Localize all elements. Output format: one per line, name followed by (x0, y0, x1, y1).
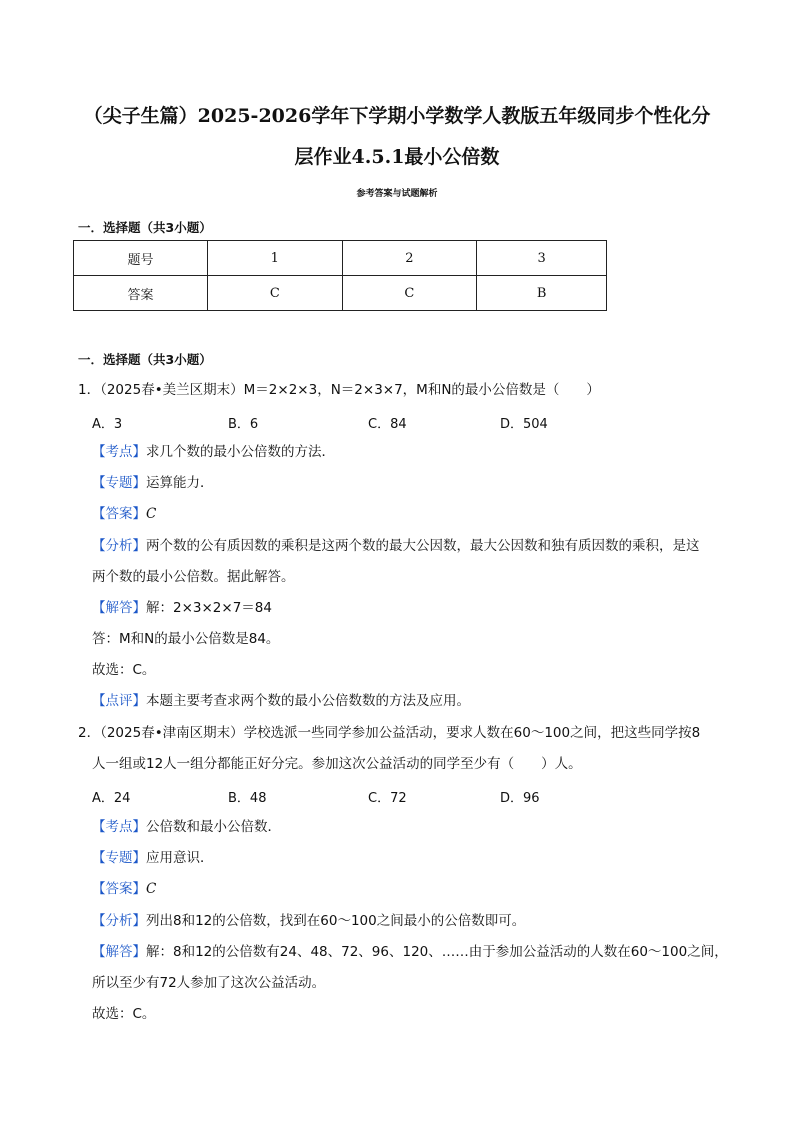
q2-zhuanti-text: 应用意识． (146, 850, 214, 866)
table-cell: C (208, 276, 343, 311)
table-answer-label: 答案 (74, 276, 208, 311)
q2-option-c: C．72 (368, 791, 407, 806)
q2-kaodian (92, 817, 281, 837)
doc-title-line2: 层作业4.5.1最小公倍数 (294, 146, 500, 168)
q1-guxuan: 故选：C。 (92, 662, 156, 678)
table-cell: B (477, 276, 607, 311)
q2-jieda-cont: 所以至少有72人参加了这次公益活动。 (92, 975, 326, 991)
q2-option-a: A．24 (92, 791, 131, 806)
table-cell: 2 (342, 241, 477, 276)
q2-stem-cont: 人一组或12人一组分都能正好分完。参加这次公益活动的同学至少有（ ）人。 (92, 756, 582, 772)
q2-jieda-text: 解：8和12的公倍数有24、48、72、96、120、……由于参加公益活动的人数在60～100之间， (146, 944, 728, 960)
q1-option-c: C．84 (368, 417, 407, 432)
q1-stem: 1．（2025春•美兰区期末）M＝2×2×3，N＝2×3×7，M和N的最小公倍数是（ ） (78, 382, 600, 398)
q1-option-b: B．6 (228, 417, 259, 432)
tag-label: 【分析】 (92, 538, 146, 554)
q1-jieda-answer: 答：M和N的最小公倍数是84。 (92, 631, 280, 647)
q2-option-b: B．48 (228, 791, 267, 806)
answer-table (73, 240, 607, 311)
tag-label: 【分析】 (92, 913, 146, 929)
tag-label: 【考点】 (92, 444, 146, 460)
section-heading-1: 一．选择题（共3小题） (78, 220, 212, 235)
q2-guxuan: 故选：C。 (92, 1006, 156, 1022)
tag-label: 【点评】 (92, 693, 146, 709)
q2-kaodian-text: 公倍数和最小公倍数． (146, 819, 281, 835)
tag-label: 【专题】 (92, 850, 146, 866)
q2-stem: 2．（2025春•津南区期末）学校选派一些同学参加公益活动，要求人数在60～100之间，把这些同学按8 (78, 725, 701, 741)
q1-dianping (92, 691, 470, 711)
doc-subtitle: 参考答案与试题解析 (356, 189, 438, 199)
q1-fenxi-cont: 两个数的最小公倍数。据此解答。 (92, 569, 295, 585)
q1-fenxi-text: 两个数的公有质因数的乘积是这两个数的最大公因数，最大公因数和独有质因数的乘积，是这 (146, 538, 700, 554)
tag-label: 【解答】 (92, 944, 146, 960)
q1-zhuanti (92, 473, 214, 493)
tag-label: 【解答】 (92, 600, 146, 616)
table-cell: 3 (477, 241, 607, 276)
q1-daan-text: C (146, 506, 157, 522)
q1-option-d: D．504 (500, 417, 548, 432)
table-cell: 1 (208, 241, 343, 276)
table-header-label: 题号 (74, 241, 208, 276)
q1-jieda (92, 598, 272, 618)
q1-jieda-text: 解：2×3×2×7＝84 (146, 600, 272, 616)
tag-label: 【专题】 (92, 475, 146, 491)
q2-jieda (92, 942, 728, 962)
q1-fenxi (92, 536, 700, 556)
q2-daan-text: C (146, 881, 157, 897)
table-cell: C (342, 276, 477, 311)
q1-kaodian-text: 求几个数的最小公倍数的方法． (146, 444, 335, 460)
doc-title-line1: （尖子生篇）2025-2026学年下学期小学数学人教版五年级同步个性化分 (83, 105, 711, 127)
q2-zhuanti (92, 848, 214, 868)
q1-kaodian (92, 442, 335, 462)
q1-zhuanti-text: 运算能力． (146, 475, 214, 491)
tag-label: 【考点】 (92, 819, 146, 835)
q1-option-a: A．3 (92, 417, 123, 432)
q2-fenxi (92, 911, 525, 931)
table-row (74, 276, 607, 311)
tag-label: 【答案】 (92, 881, 146, 897)
q1-dianping-text: 本题主要考查求两个数的最小公倍数数的方法及应用。 (146, 693, 470, 709)
table-row (74, 241, 607, 276)
tag-label: 【答案】 (92, 506, 146, 522)
q2-fenxi-text: 列出8和12的公倍数，找到在60～100之间最小的公倍数即可。 (146, 913, 526, 929)
q1-daan (92, 504, 156, 524)
q2-option-d: D．96 (500, 791, 540, 806)
section-heading-2: 一．选择题（共3小题） (78, 352, 212, 367)
q2-daan (92, 879, 156, 899)
